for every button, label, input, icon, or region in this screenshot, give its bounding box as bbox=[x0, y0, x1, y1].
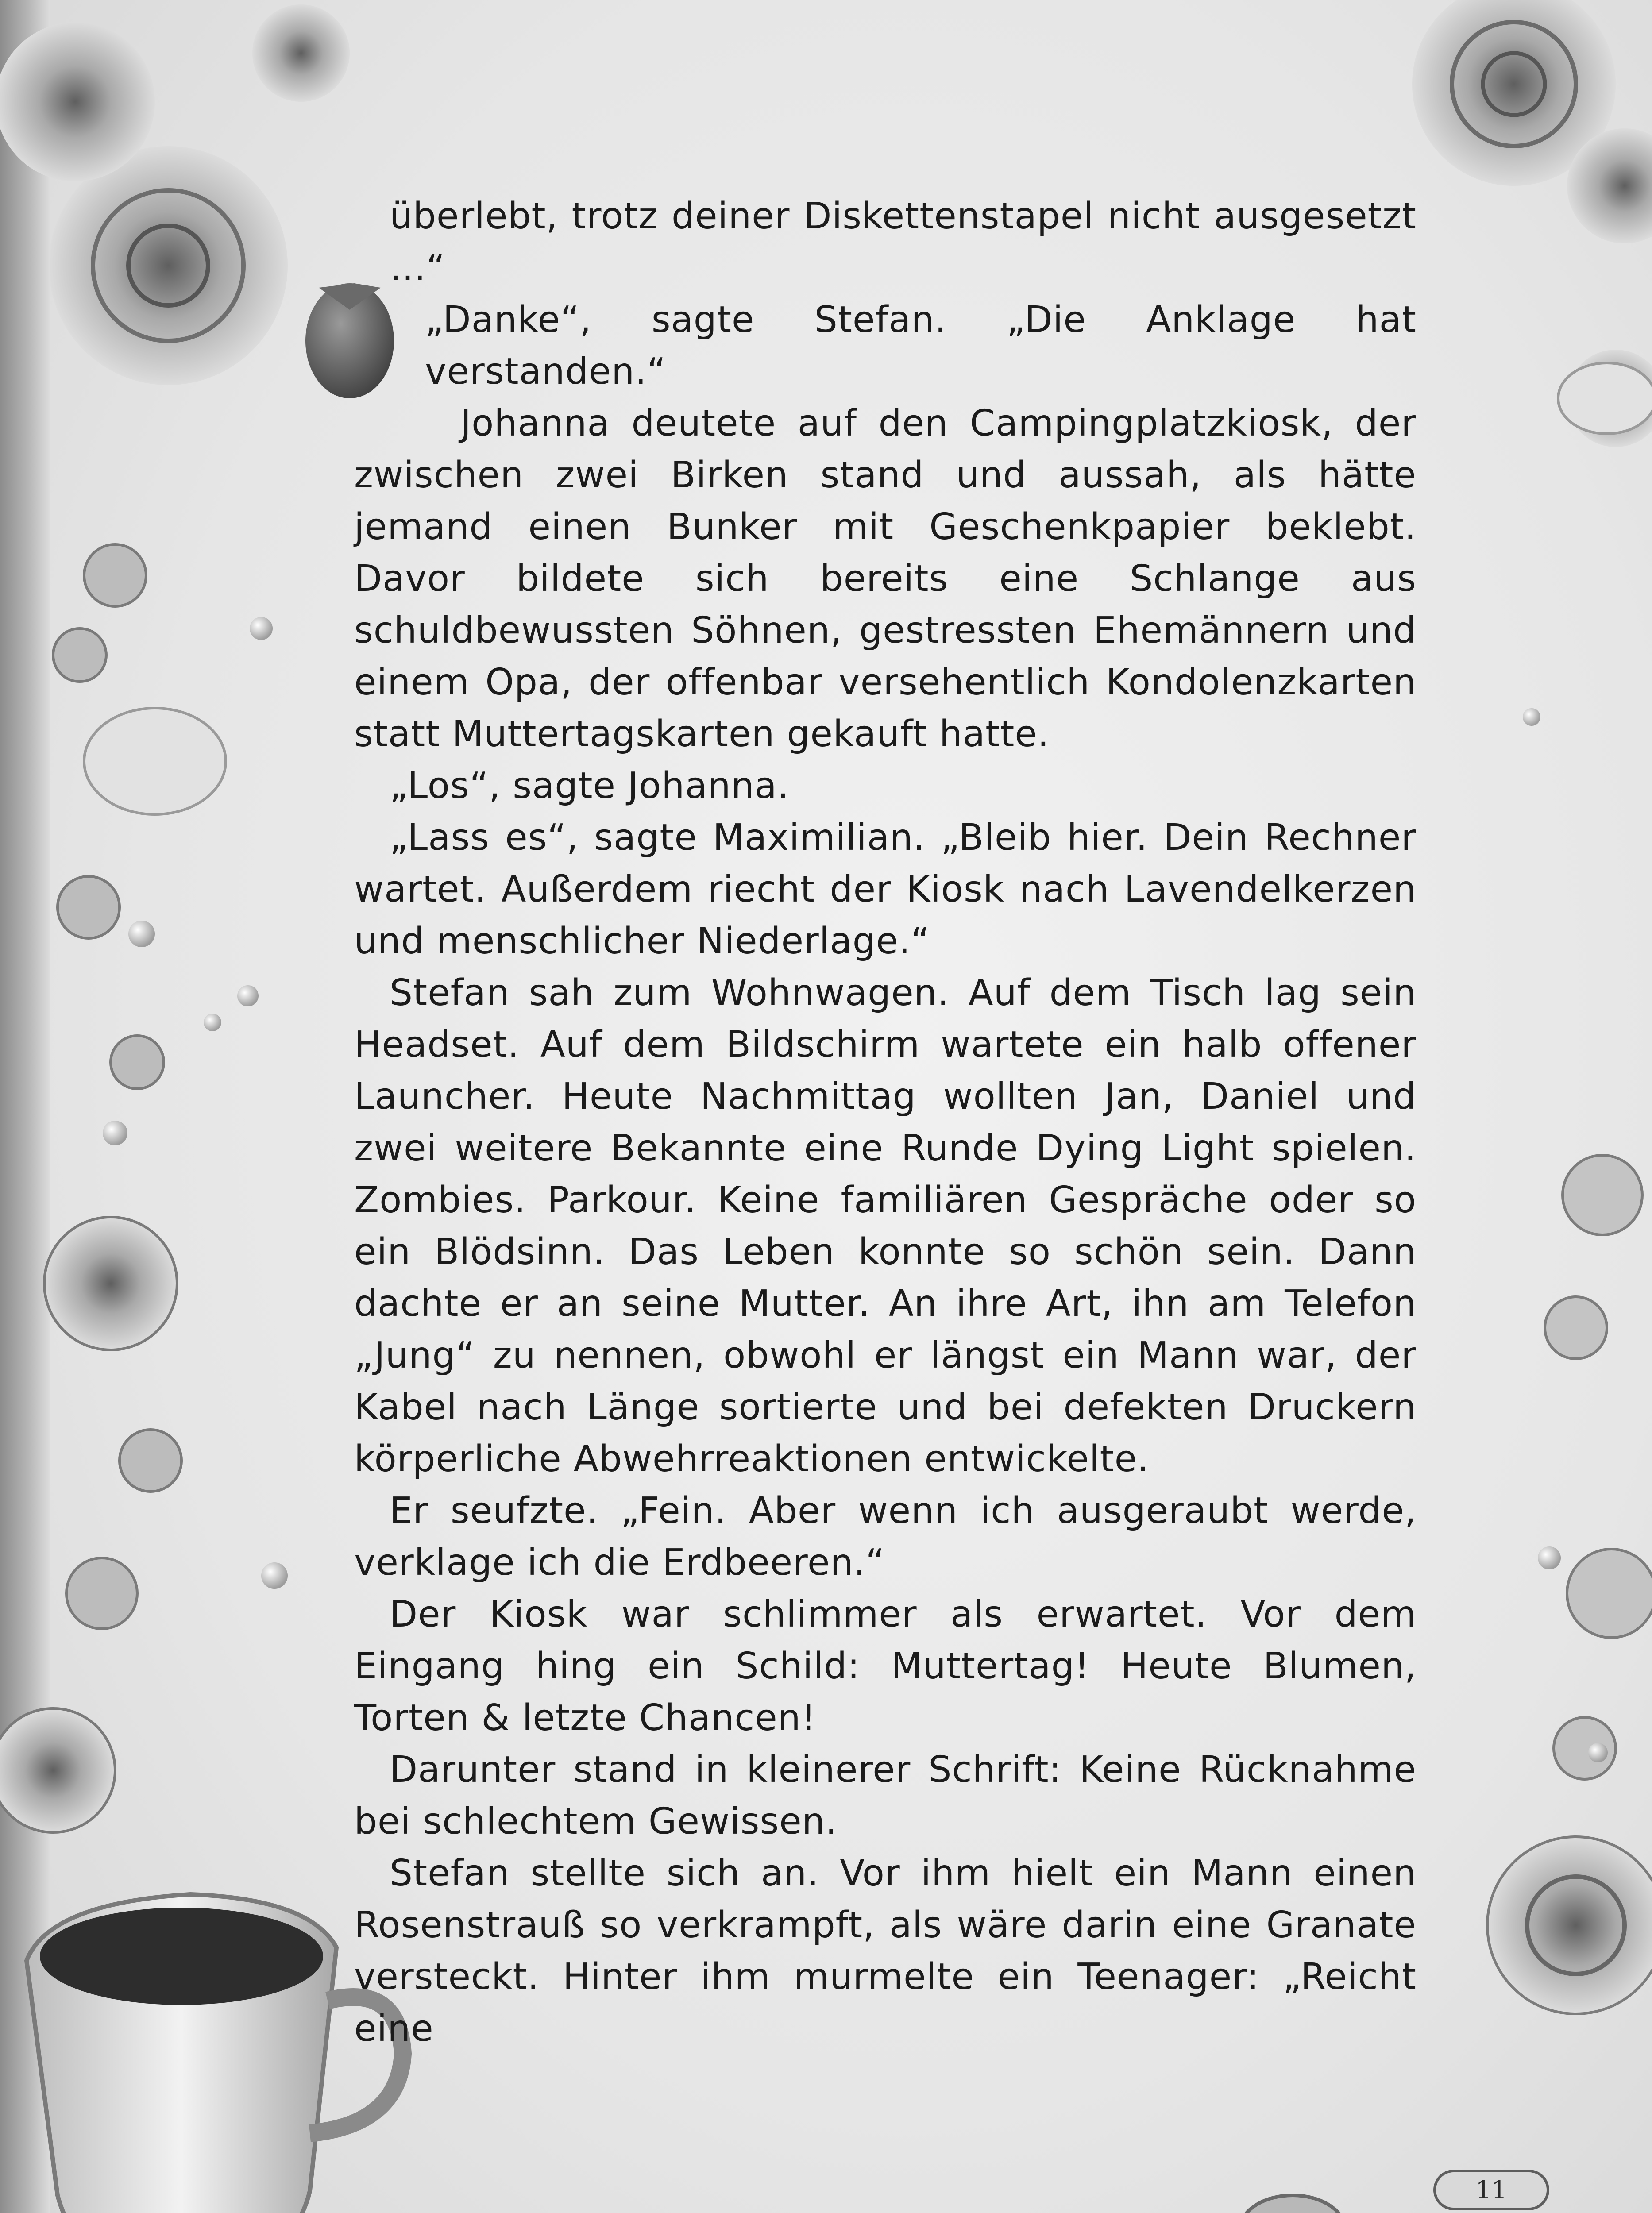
page-number-badge: 11 bbox=[1433, 2170, 1549, 2210]
rose-top-left-icon bbox=[0, 4, 350, 385]
paragraph-10: Stefan stellte sich an. Vor ihm hielt ein Mann einen Rosenstrauß so verkrampft, als wäre darin eine Granate versteckt. Hinter ihm murmelte ein Teenager: „Reicht eine bbox=[354, 1852, 1417, 2050]
paragraph-5: „Lass es“, sagte Maximilian. „Bleib hier. Dein Rechner wartet. Außerdem riecht der Kiosk nach Lavendelkerzen und menschlicher Niederlage.“ bbox=[354, 817, 1417, 962]
paragraph-8: Der Kiosk war schlimmer als erwartet. Vor dem Eingang hing ein Schild: Muttertag! Heute Blumen, Torten & letzte Chancen! bbox=[354, 1593, 1417, 1739]
paragraph-6: Stefan sah zum Wohnwagen. Auf dem Tisch lag sein Headset. Auf dem Bildschirm wartete ein halb offener Launcher. Heute Nachmittag wollten Jan, Daniel und zwei weitere Bekannte eine Runde Dying Light spielen. Zombies. Parkour. Keine familiären Gespräche oder so ein Blödsinn. Das Leben konnte so schön sein. Dann dachte er an seine Mutter. An ihre Art, ihn am Telefon „Jung“ zu nennen, obwohl er längst ein Mann war, der Kabel nach Länge sortierte und bei defekten Druckern körperliche Abwehrreaktionen entwickelte. bbox=[354, 972, 1417, 1480]
right-flowers-icon bbox=[1487, 1155, 1652, 2014]
paragraph-2: „Danke“, sagte Stefan. „Die Anklage hat verstanden.“ bbox=[425, 299, 1417, 393]
paragraph-3: Johanna deutete auf den Campingplatzkiosk, der zwischen zwei Birken stand und aussah, als hätte jemand einen Bunker mit Geschenkpapier beklebt. Davor bildete sich bereits eine Schlange aus schuldbewussten Söhnen, gestressten Ehemännern und einem Opa, der offenbar versehentlich Kondolenzkarten statt Muttertagskarten gekauft hatte. bbox=[354, 402, 1417, 755]
paragraph-1: überlebt, trotz deiner Diskettenstapel nicht ausgesetzt …“ bbox=[390, 195, 1417, 289]
story-text-block bbox=[354, 190, 1417, 2055]
paragraph-7: Er seufzte. „Fein. Aber wenn ich ausgeraubt werde, verklage ich die Erdbeeren.“ bbox=[354, 1490, 1417, 1584]
paragraph-9: Darunter stand in kleinerer Schrift: Keine Rücknahme bei schlechtem Gewissen. bbox=[354, 1749, 1417, 1843]
paragraph-4: „Los“, sagte Johanna. bbox=[390, 765, 789, 807]
